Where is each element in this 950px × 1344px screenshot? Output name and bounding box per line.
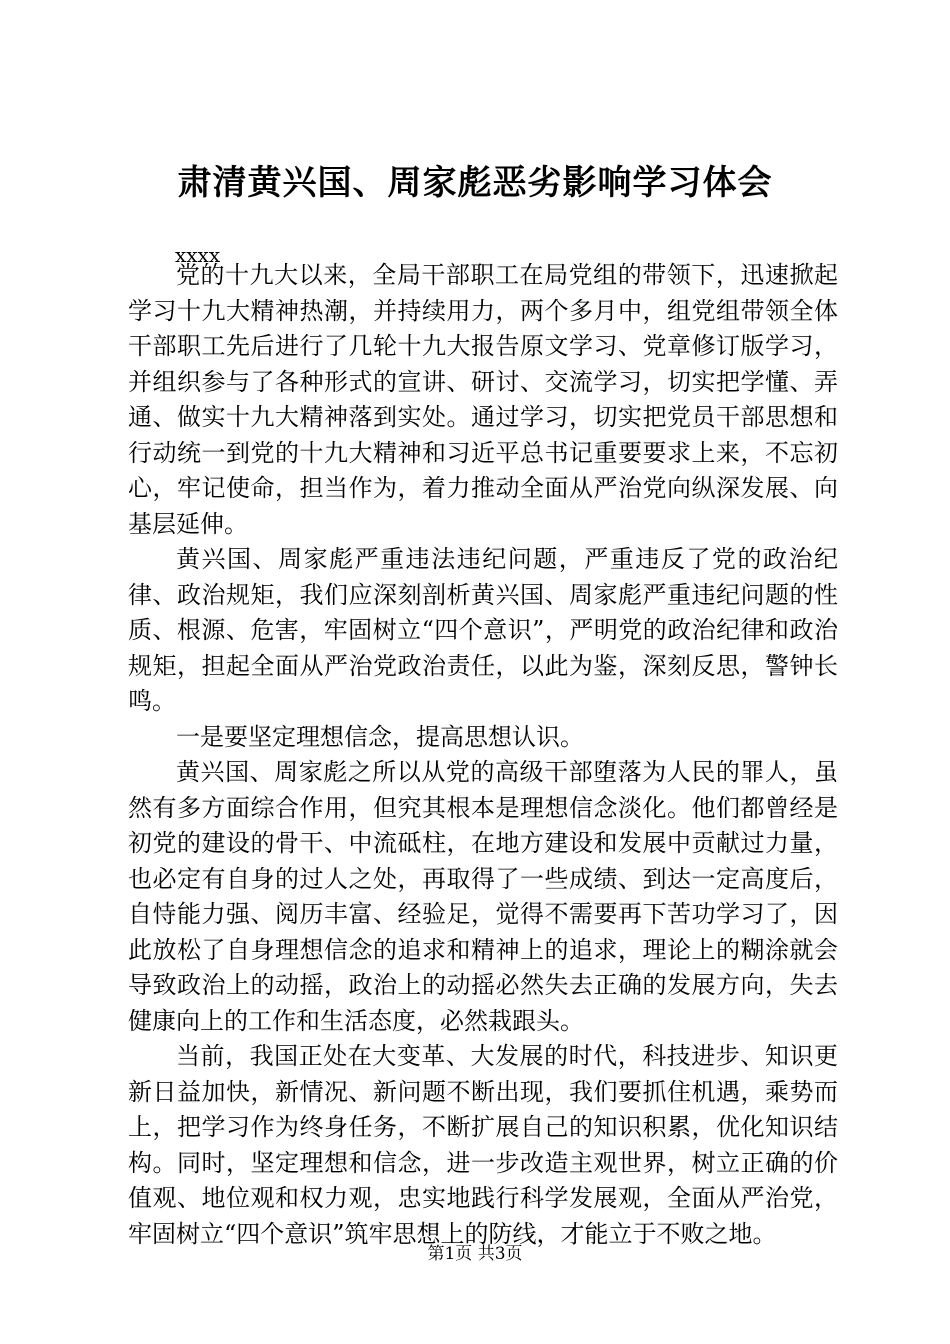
- paragraph: 黄兴国、周家彪之所以从党的高级干部堕落为人民的罪人，虽然有多方面综合作用，但究其根本是理想信念淡化。他们都曾经是初党的建设的骨干、中流砥柱，在地方建设和发展中贡献过力量，也必定有自身的过人之处，再取得了一些成绩、到达一定高度后，自恃能力强、阅历丰富、经验足，觉得不需要再下苦功学习了，因此放松了自身理想信念的追求和精神上的追求，理论上的糊涂就会导致政治上的动摇，政治上的动摇必然失去正确的发展方向，失去健康向上的工作和生活态度，必然栽跟头。: [128, 758, 838, 1035]
- paragraph: 党的十九大以来，全局干部职工在局党组的带领下，迅速掀起学习十九大精神热潮，并持续用力，两个多月中，组党组带领全体干部职工先后进行了几轮十九大报告原文学习、党章修订版学习，并组织参与了各种形式的宣讲、研讨、交流学习，切实把学懂、弄通、做实十九大精神落到实处。通过学习，切实把党员干部思想和行动统一到党的十九大精神和习近平总书记重要要求上来，不忘初心，牢记使命，担当作为，着力推动全面从严治党向纵深发展、向基层延伸。: [128, 261, 838, 538]
- page-number-footer: 第1页 共3页: [427, 1244, 523, 1264]
- paragraph: 当前，我国正处在大变革、大发展的时代，科技进步、知识更新日益加快，新情况、新问题不断出现，我们要抓住机遇，乘势而上，把学习作为终身任务，不断扩展自己的知识积累，优化知识结构。同时，坚定理想和信念，进一步改造主观世界，树立正确的价值观、地位观和权力观，忠实地践行科学发展观，全面从严治党，牢固树立“四个意识”筑牢思想上的防线，才能立于不败之地。: [128, 1042, 838, 1248]
- document-body: [128, 258, 838, 1252]
- author-name: xxxx: [175, 243, 221, 267]
- paragraph: 一是要坚定理想信念，提高思想认识。: [176, 722, 584, 751]
- paragraph: 黄兴国、周家彪严重违法违纪问题，严重违反了党的政治纪律、政治规矩，我们应深刻剖析黄兴国、周家彪严重违纪问题的性质、根源、危害，牢固树立“四个意识”，严明党的政治纪律和政治规矩，担起全面从严治党政治责任，以此为鉴，深刻反思，警钟长鸣。: [128, 545, 838, 715]
- page-title: 肃清黄兴国、周家彪恶劣影响学习体会: [177, 163, 773, 203]
